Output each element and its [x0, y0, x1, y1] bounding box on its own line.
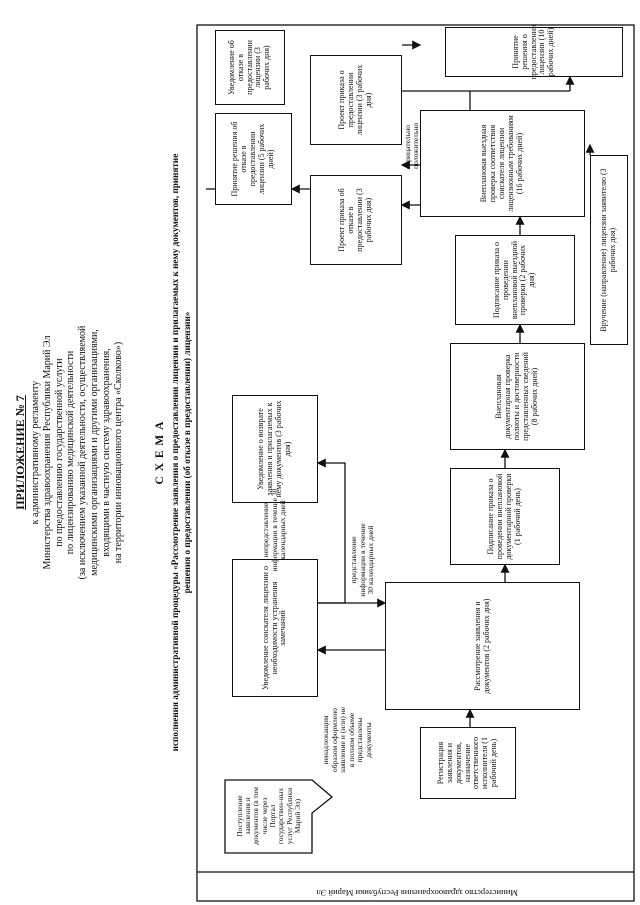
- scheme-title: С Х Е М А: [154, 420, 166, 485]
- label-not-submitted-30: непредставление информации в течение 30 календарных дней: [261, 488, 287, 572]
- box-registration: Регистрация заявления и документов, назначение ответственного исполнителя (1 рабочий день): [420, 727, 516, 799]
- box-review: Рассмотрение заявления и документов (2 рабочих дня): [385, 582, 580, 710]
- label-improper: ненадлежащим образом оформлено заявление и (или) не в полном объеме представлены документы: [321, 706, 373, 774]
- header-line: Министерства здравоохранения Республики Марий Эл: [41, 335, 53, 570]
- scheme-subtitle-1: исполнения административной процедуры «Рассмотрение заявления о предоставлении лицензии и прилагаемых к нему документов, принятие: [170, 153, 180, 752]
- box-decision-refuse: Принятие решения об отказе в предоставлении лицензии (5 рабочих дней): [215, 113, 292, 205]
- box-delivery: Вручение (направление) лицензии заявителю (3 рабочих дня): [590, 155, 628, 345]
- appendix-title: ПРИЛОЖЕНИЕ № 7: [13, 395, 27, 510]
- label-positive: положительно: [411, 122, 420, 169]
- ministry-label: Министерство здравоохранения Республики Марий Эл: [316, 888, 518, 898]
- header-line: к административному регламенту: [30, 380, 41, 525]
- label-negative: отрицательно: [403, 124, 412, 169]
- box-decision-grant: Принятие решения о предоставлении лицензии (10 рабочих дней): [445, 27, 623, 77]
- box-sign-doc-order: Подписание приказа о проведении внеплановой документарной проверки (1 рабочий день): [450, 468, 560, 565]
- box-field-check: Внеплановая выездная проверка соответствия соискателя лицензии лицензионным требованиям (16 рабочих дней): [420, 110, 585, 217]
- box-order-refuse: Проект приказа об отказе в предоставлении (3 рабочих дня): [310, 175, 402, 265]
- box-notice-return: Уведомление о возврате заявления и прилагаемых к нему документов (3 рабочих дня): [232, 395, 318, 503]
- scheme-subtitle-2: решения о предоставлении (об отказе в предоставлении) лицензии»: [182, 311, 192, 594]
- header-line: входящими в частную систему здравоохранения,: [100, 348, 112, 557]
- box-sign-field-order: Подписание приказа о проведении внеплановой выездной проверки (2 рабочих дня): [455, 235, 575, 325]
- box-receipt: Поступление заявления и документов (в том числе через Портал государствен-ных услуг Республики Марий Эл): [228, 782, 310, 850]
- box-notice-remarks: Уведомление соискателя лицензии о необходимости устранения замечаний: [232, 559, 318, 697]
- box-doc-check: Внеплановая документарная проверка полноты и достоверности представленных сведений (8 рабочих дней): [450, 343, 585, 450]
- header-line: на территории инновационного центра «Сколково»): [112, 341, 124, 564]
- header-line: (за исключением указанной деятельности, осуществляемой: [77, 325, 89, 580]
- box-order-grant: Проект приказа о предоставлении лицензии (3 рабочих дня): [310, 55, 402, 145]
- header-line: медицинскими организациями и другими организациями,: [88, 329, 100, 576]
- header-line: по лицензированию медицинской деятельности: [65, 350, 77, 555]
- header-line: по предоставлению государственной услуги: [53, 358, 65, 547]
- box-notice-refuse: Уведомление об отказе в предоставлении лицензии (3 рабочих дня): [215, 30, 285, 105]
- label-submitted-30: представление информации в течение 30 календарных дней: [349, 523, 375, 597]
